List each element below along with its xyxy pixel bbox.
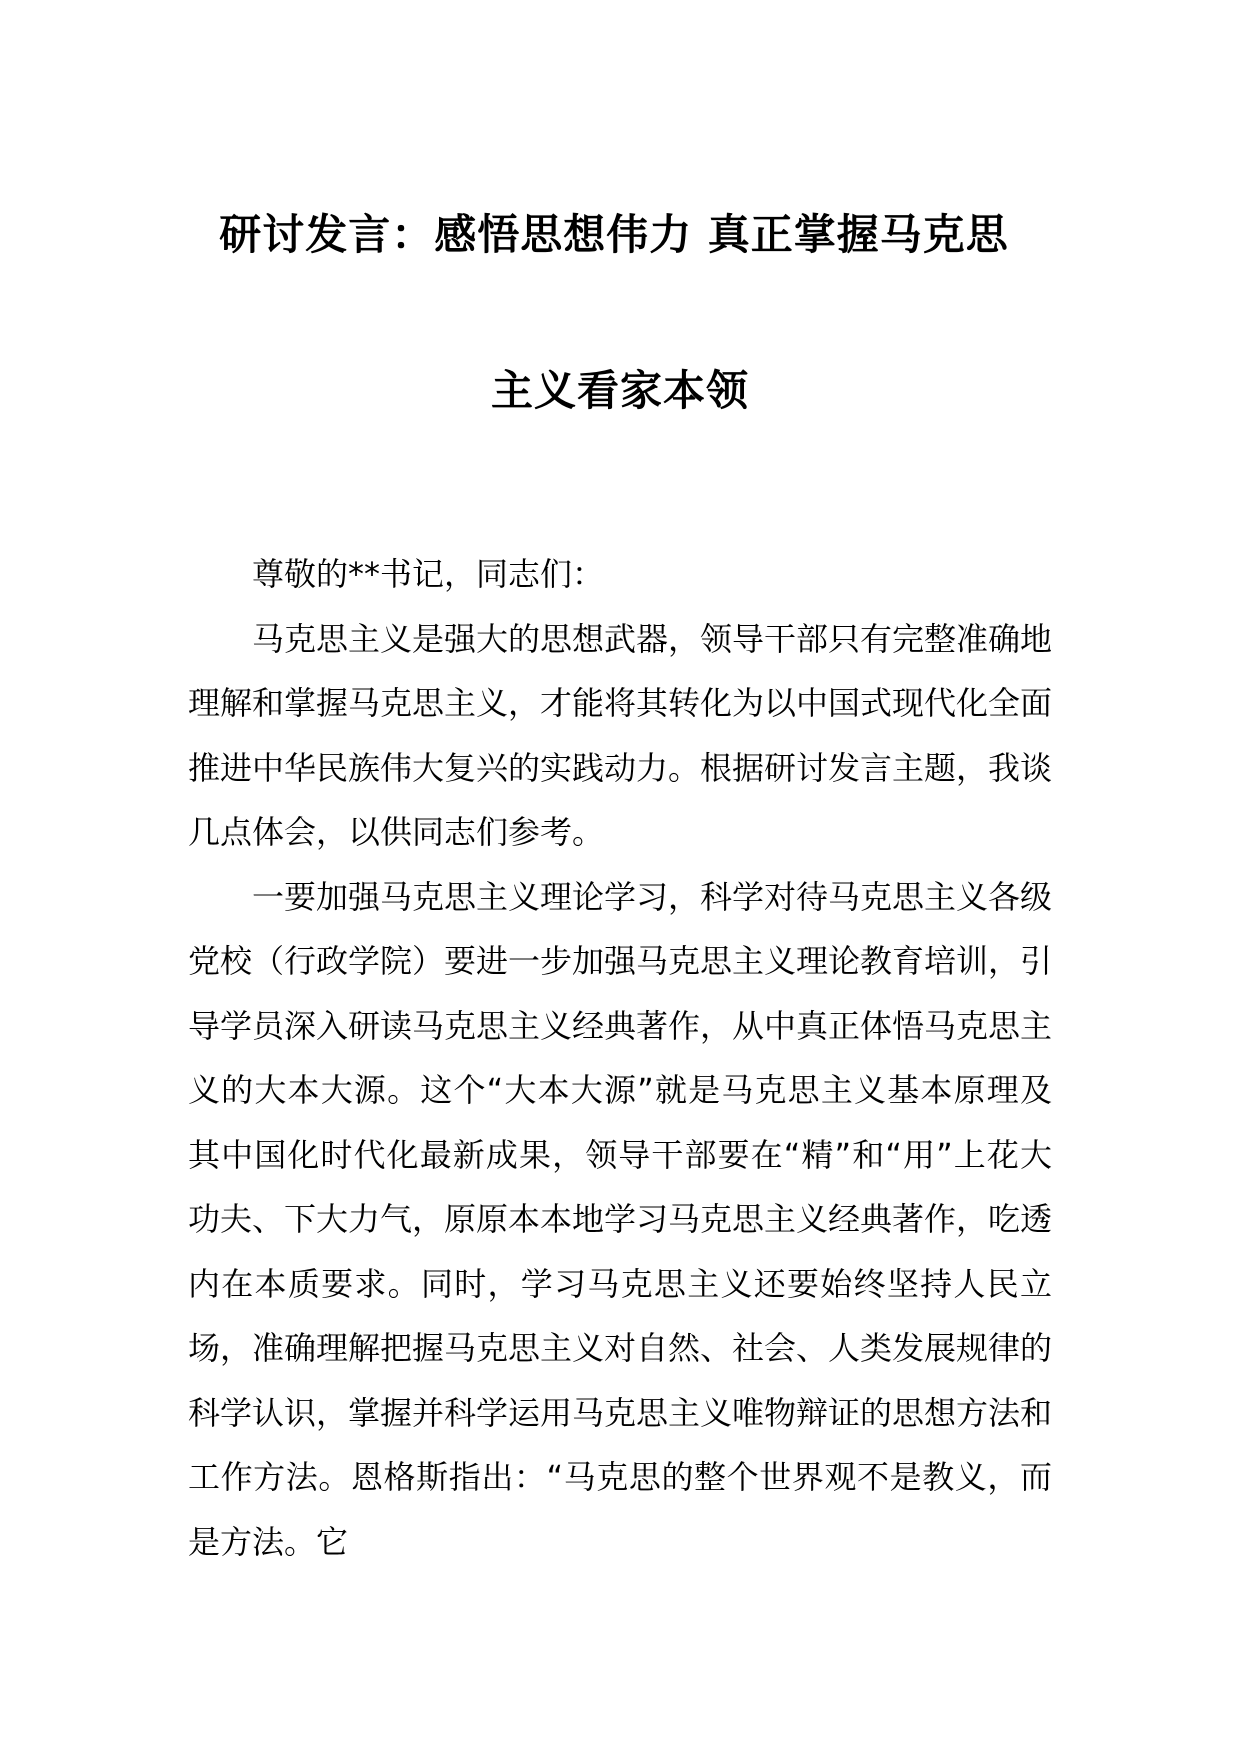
document-body: [188, 542, 1052, 1574]
paragraph-2: 一要加强马克思主义理论学习，科学对待马克思主义各级党校（行政学院）要进一步加强马克思主义理论教育培训，引导学员深入研读马克思主义经典著作，从中真正体悟马克思主义的大本大源。这个“大本大源”就是马克思主义基本原理及其中国化时代化最新成果，领导干部要在“精”和“用”上花大功夫、下大力气，原原本本地学习马克思主义经典著作，吃透内在本质要求。同时，学习马克思主义还要始终坚持人民立场，准确理解把握马克思主义对自然、社会、人类发展规律的科学认识，掌握并科学运用马克思主义唯物辩证的思想方法和工作方法。恩格斯指出：“马克思的整个世界观不是教义，而是方法。它: [188, 877, 1053, 1561]
document-title-line-1: 研讨发言：感悟思想伟力 真正掌握马克思: [219, 210, 1009, 259]
salutation: 尊敬的**书记，同志们：: [252, 555, 605, 593]
document-title-line-2: 主义看家本领: [490, 366, 749, 415]
paragraph-1: 马克思主义是强大的思想武器，领导干部只有完整准确地理解和掌握马克思主义，才能将其转化为以中国式现代化全面推进中华民族伟大复兴的实践动力。根据研讨发言主题，我谈几点体会，以供同志们参考。: [188, 619, 1053, 851]
